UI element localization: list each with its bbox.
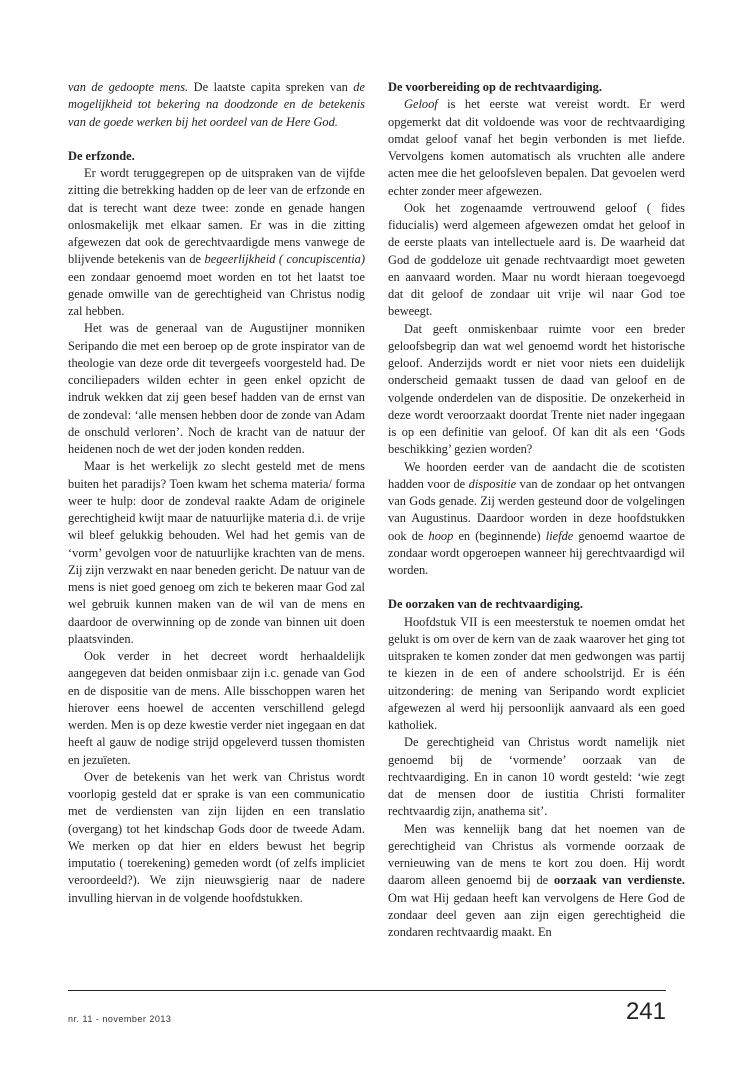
- text: een zondaar genoemd moet worden en tot het laatst toe genade omwille van de gerechtigheid van Christus nodig zal hebben.: [68, 269, 365, 318]
- text: Men was kennelijk bang dat het noemen van de gerechtigheid van Christus als vormende oorzaak de vernieuwing van de mens te kort zou doen. Hij wordt daarom alleen genoemd bij de: [388, 821, 685, 888]
- paragraph: Ook verder in het decreet wordt herhaaldelijk aangegeven dat beiden onmisbaar zijn i.c. genade van God en de dispositie van de mens. Alle bisschoppen waren het hierover eens hoewel de accenten verschillend gelegd werden. Men is op deze kwestie verder niet ingegaan en dat heeft al gauw de nodige strijd opgeleverd tussen thomisten en jezuïeten.: [68, 649, 365, 767]
- text: genoemd waartoe de zondaar wordt opgeroepen wanneer hij gerechtvaardigd wil worden.: [388, 528, 685, 577]
- intro-text: De laatste capita spreken van: [188, 80, 354, 94]
- intro-paragraph: [68, 79, 365, 131]
- text: We hoorden eerder van de aandacht die de scotisten hadden voor de: [388, 459, 685, 491]
- right-column: [388, 79, 685, 941]
- italic-text: dispositie: [468, 476, 517, 491]
- footer-divider: [68, 990, 666, 991]
- bold-text: oorzaak van verdienste.: [553, 873, 685, 888]
- paragraph: De gerechtigheid van Christus wordt namelijk niet genoemd bij de ‘vormende’ oorzaak van de rechtvaardiging. En in canon 10 wordt gesteld: ‘wie zegt dat de mensen door de iustitia Christi formaliter rechtvaardig zijn, anathema sit’.: [388, 735, 685, 819]
- intro-italic-1: van de gedoopte mens.: [68, 80, 189, 94]
- text: is het eerste wat vereist wordt. Er werd opgemerkt dat dit voldoende was voor de rechtvaardiging omdat geloof vanaf het begin verbonden is met liefde. Vervolgens komen automatisch als vruchten alle andere acten mee die het geloofsleven bepalen. Dat gevoelen werd echter zonder meer afgewezen.: [388, 97, 685, 198]
- text: Er wordt teruggegrepen op de uitspraken van de vijfde zitting die betrekking hadden op de leer van de erfzonde en dat is terecht want deze twee: zonde en genade hangen onlosmakelijk met elkaar samen. Er was in die zitting afgewezen dat ook de gerechtvaardigde mens vanwege de blijvende betekenis van de: [68, 166, 365, 267]
- text: van de zondaar op het ontvangen van Gods genade. Zij werden gesteund door de volgelingen van Augustinus. Daardoor worden in deze hoofdstukken ook de: [388, 476, 686, 543]
- intro-italic-2: de mogelijkheid tot bekering na doodzonde en de betekenis van de goede werken bij het oordeel van de Here God.: [68, 80, 365, 129]
- paragraph: Hoofdstuk VII is een meesterstuk te noemen omdat het gelukt is om over de kern van de zaak waarover het ging tot uitspraken te komen zonder dat men gedwongen was partij te kiezen in de een of andere schoolstrijd. Er is één uitzondering: de mening van Seripando wordt expliciet afgewezen al werd hij persoonlijk aanvaard als een goed katholiek.: [388, 614, 685, 732]
- text: en (beginnende): [453, 528, 546, 543]
- paragraph: Maar is het werkelijk zo slecht gesteld met de mens buiten het paradijs? Toen kwam het schema materia/ forma weer te hulp: door de zondeval raakte Adam de originele gerechtigheid kwijt maar de natuurlijke materia d.i. de vrije wil bleef gelukkig behouden. Wel had het gemis van de ‘vorm’ gevolgen voor de natuurlijke krachten van de mens. Zij zijn verzwakt en naar beneden gericht. De natuur van de mens is niet goed genoeg om zich te bekeren maar God zal wel gebruik kunnen maken van de wil van de mens en daardoor de overwinning op de zonde van binnen uit doen plaatsvinden.: [68, 459, 365, 646]
- issue-label: nr. 11 - november 2013: [68, 1014, 172, 1024]
- italic-text: Geloof: [404, 97, 438, 112]
- paragraph: Over de betekenis van het werk van Christus wordt voorlopig gesteld dat er sprake is van een communicatio met de verdiensten van zijn lijden en een translatio (overgang) tot het kindschap Gods door de tweede Adam. We merken op dat hier en elders bewust het begrip imputatio ( toerekening) gemeden wordt (of zelfs impliciet veroordeeld?). We zijn nieuwsgierig naar de nadere invulling hiervan in de volgende hoofdstukken.: [68, 769, 365, 905]
- paragraph: [68, 165, 365, 320]
- paragraph: Ook het zogenaamde vertrouwend geloof ( fides fiducialis) werd algemeen afgewezen omdat het geloof in de eerste plaats van intellectuele aard is. De waarheid dat God de goddeloze uit genade rechtvaardigt moet geweten en aanvaard worden. Maar nu wordt hieraan toegevoegd dat dit geloof de zondaar uit vrije wil naar God toe beweegt.: [388, 200, 685, 319]
- italic-text: begeerlijkheid ( concupiscentia): [204, 252, 365, 267]
- text: Om wat Hij gedaan heeft kan vervolgens de Here God de zondaar deel geven aan zijn eigen gerechtigheid die zondaren rechtvaardig maakt. En: [388, 890, 685, 939]
- paragraph: Dat geeft onmiskenbaar ruimte voor een breder geloofsbegrip dan wat wel genoemd wordt het historische geloof. Anderzijds wordt er niet voor niets een duidelijk onderscheid gemaakt tussen de daad van geloof en de volgende onderdelen van de dispositie. De onzekerheid in deze wordt veroorzaakt doordat Trente niet nader ingegaan is op een definitie van geloof. Of kan dit als een ‘Gods beschikking’ gezien worden?: [388, 321, 685, 457]
- paragraph: [388, 459, 685, 580]
- paragraph: Het was de generaal van de Augustijner monniken Seripando die met een beroep op de grote inspirator van de theologie van deze orde dit tevergeefs voorgesteld had. De conciliepaders wilden echter in geen enkel opzicht de indruk wekken dat zij geen besef hadden van de ernst van de zondeval: ‘alle mensen hebben door de zonde van Adam de onschuld verloren’. Noch de kracht van de natuur der heidenen noch de wet der joden konden redden.: [68, 321, 365, 456]
- heading-oorzaken: De oorzaken van de rechtvaardiging.: [388, 597, 583, 612]
- heading-erfzonde: De erfzonde.: [68, 148, 135, 163]
- paragraph: [388, 821, 685, 942]
- heading-voorbereiding: De voorbereiding op de rechtvaardiging.: [388, 80, 602, 94]
- left-column: [68, 79, 365, 907]
- page-number: 241: [625, 998, 666, 1025]
- italic-text: hoop: [428, 528, 454, 543]
- paragraph: [388, 96, 685, 200]
- italic-text: liefde: [545, 528, 574, 543]
